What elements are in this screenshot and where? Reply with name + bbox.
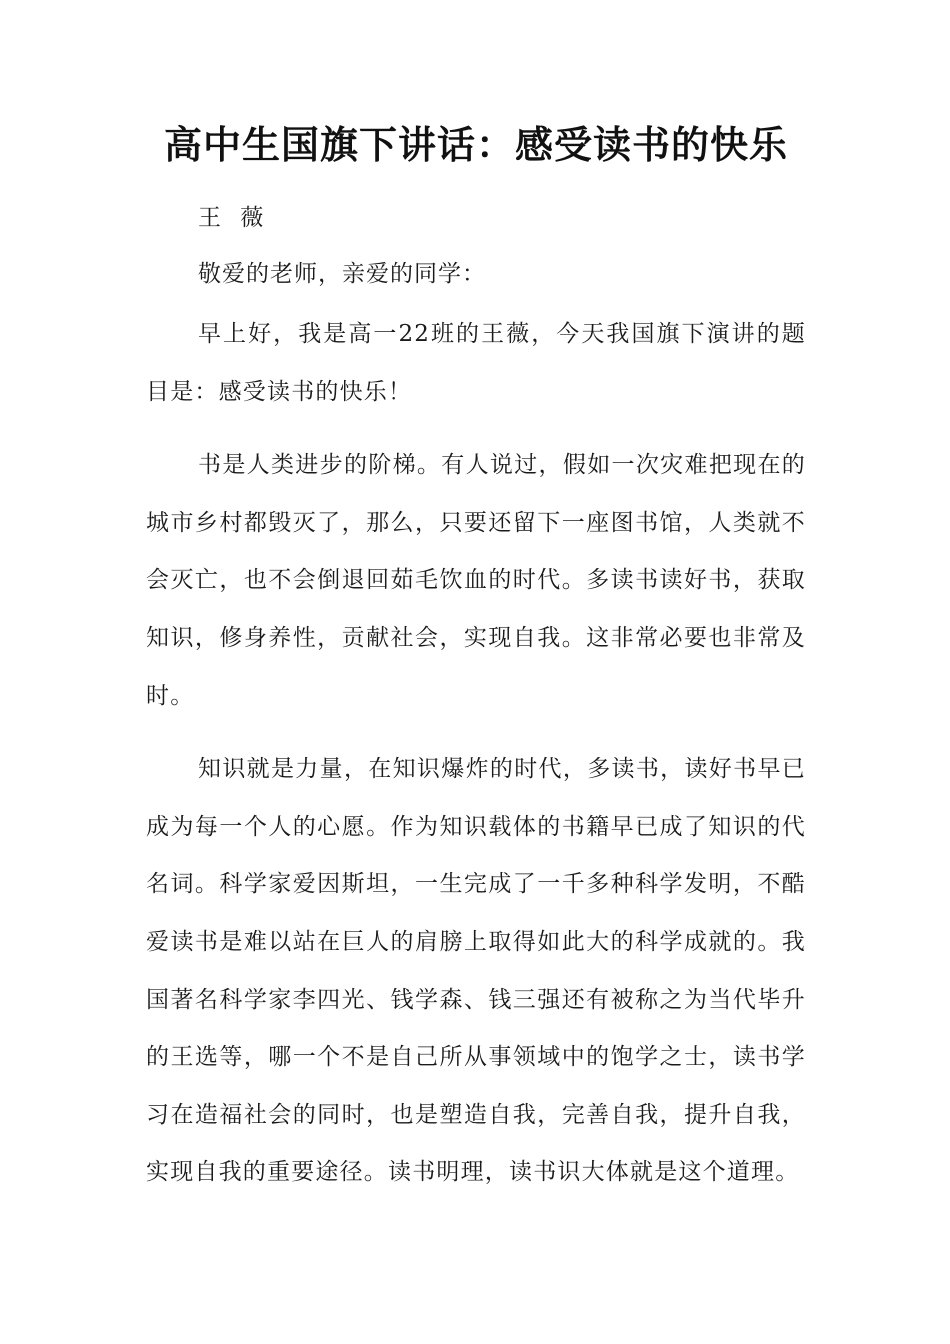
paragraph: 书是人类进步的阶梯。有人说过，假如一次灾难把现在的城市乡村都毁灭了，那么，只要还留下一座图书馆，人类就不会灭亡，也不会倒退回茹毛饮血的时代。多读书读好书，获取知识，修身养性，贡献社会，实现自我。这非常必要也非常及时。 [146,452,806,709]
paragraph: 早上好，我是高一22班的王薇，今天我国旗下演讲的题目是：感受读书的快乐！ [146,321,806,405]
greeting-line: 敬爱的老师，亲爱的同学： [198,261,486,287]
document-title: 高中生国旗下讲话：感受读书的快乐 [163,122,788,167]
author-name: 王 薇 [198,205,270,231]
document-page [146,118,806,1202]
paragraph: 知识就是力量，在知识爆炸的时代，多读书，读好书早已成为每一个人的心愿。作为知识载体的书籍早已成了知识的代名词。科学家爱因斯坦，一生完成了一千多种科学发明，不酷爱读书是难以站在巨人的肩膀上取得如此大的科学成就的。我国著名科学家李四光、钱学森、钱三强还有被称之为当代毕升的王选等，哪一个不是自己所从事领域中的饱学之士，读书学习在造福社会的同时，也是塑造自我，完善自我，提升自我，实现自我的重要途径。读书明理，读书识大体就是这个道理。 [146,756,806,1186]
